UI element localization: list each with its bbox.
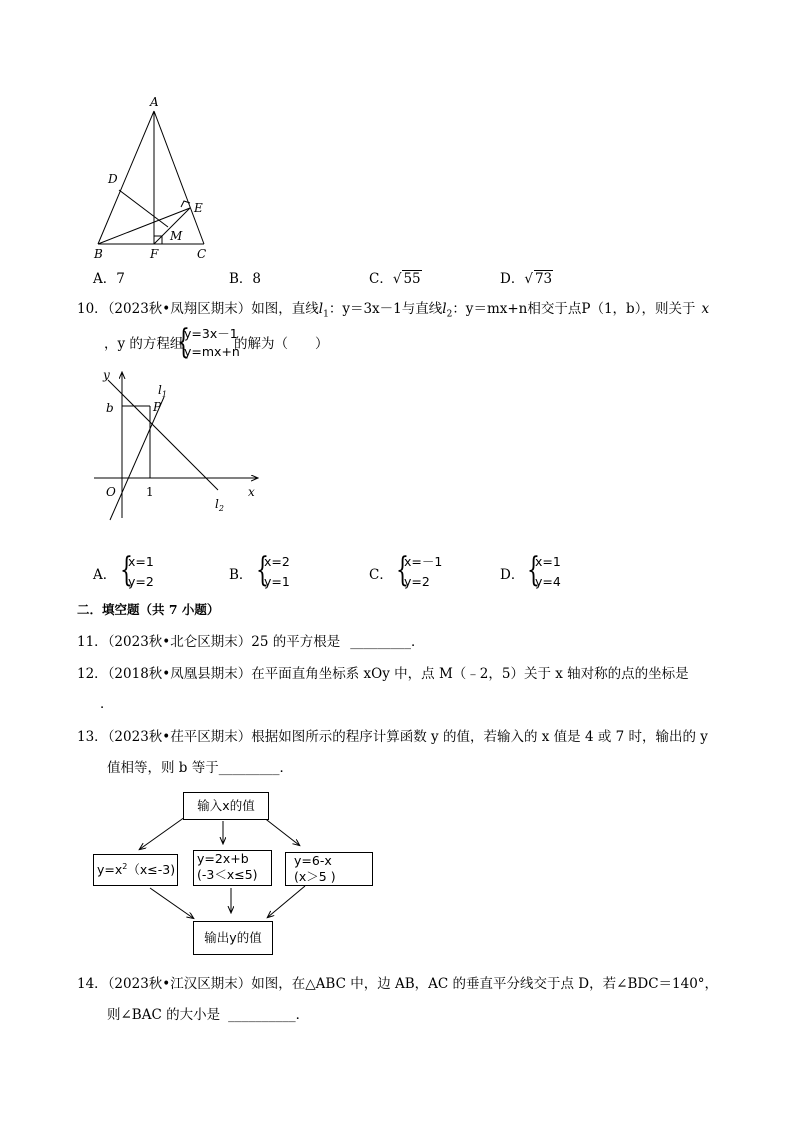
graph-label-p: P [153,400,162,414]
q10-equation-system: { y=3x－1 y=mx+n [177,322,240,362]
flow-branch-1: $y=x^2(x\le-3)$ [93,854,178,886]
option-letter: D． [500,271,525,287]
segment-de [119,190,168,227]
option-radicand: 55 [403,271,421,287]
option-letter: B． [229,271,253,287]
arrow-input-right [263,817,299,845]
q10-option-d[interactable]: D． { x=1 y=4 [500,553,610,593]
graph-label-o: O [106,485,116,499]
graph-label-b: b [106,401,114,415]
option-system: { x=1 y=4 [527,550,561,590]
q10-graph [90,363,270,523]
brace-icon: { [177,322,190,362]
label-a: A [150,95,159,109]
q9-option-b[interactable] [229,267,261,287]
q10-option-c[interactable]: C． { x=－1 y=2 [369,553,479,593]
flow-branch-2: y=2x+b (-3＜x≤5) [193,850,272,886]
sqrt-symbol: √ [524,271,533,287]
q11-line: 11．（2023秋•北仑区期末）25 的平方根是 _________． [77,634,425,650]
option-value: 8 [252,271,262,287]
side-ab [98,111,154,244]
section-heading: 二．填空题（共 7 小题） [77,602,220,617]
q10-option-a[interactable]: A． { x=1 y=2 [93,553,203,593]
option-system: { x=1 y=2 [120,550,154,590]
label-f: F [150,247,159,261]
graph-label-l2: $l_2$ [215,497,224,513]
q12-line2: ． [100,696,114,712]
q10-line1: 10．（2023秋•凤翔区期末）如图，直线$l_1$：y＝3x－1与直线$l_2$：y＝mx+n相交于点P（1，b），则关于 x [77,301,710,320]
graph-label-y: y [103,368,110,382]
flow-input-box: 输入x的值 [183,792,269,820]
brace-icon: { [527,550,540,590]
q13-blank[interactable]: _________ [218,760,280,776]
option-radicand: 73 [534,271,553,287]
graph-label-1: 1 [146,485,154,499]
label-c: C [197,247,207,261]
arrow-left-output [150,888,193,918]
q10-option-b[interactable]: B． { x=2 y=1 [229,553,339,593]
triangle-figure [85,92,220,264]
option-letter: A． [93,271,117,287]
label-e: E [194,201,203,215]
line-l1 [110,397,164,520]
q13-line1: 13．（2023秋•茌平区期末）根据如图所示的程序计算函数 y 的值，若输入的 x 值是 4 或 7 时，输出的 y [77,729,708,745]
flow-output-box: 输出y的值 [193,921,273,955]
arrow-input-left [140,817,185,849]
q10-source: （2023秋•凤翔区期末） [107,301,252,317]
label-d: D [108,172,118,186]
brace-icon: { [396,550,409,590]
q14-line2: 则∠BAC 的大小是 __________． [107,1007,310,1023]
q9-option-a[interactable] [93,267,125,287]
arrow-right-output [268,886,305,917]
q14-blank[interactable]: __________ [228,1007,296,1023]
brace-icon: { [256,550,269,590]
brace-icon: { [120,550,133,590]
side-ac [154,111,204,244]
q10-line2a: ，y 的方程组 [104,336,184,352]
label-b: B [94,247,103,261]
q12-line1: 12．（2018秋•凤凰县期末）在平面直角坐标系 xOy 中，点 M（﹣2，5）关于 x 轴对称的点的坐标是 [77,666,689,682]
q9-option-c[interactable] [369,267,422,287]
option-system: { x=2 y=1 [256,550,290,590]
label-m: M [170,229,183,243]
graph-label-l1: $l_1$ [158,383,167,399]
q11-blank[interactable]: _________ [350,634,411,650]
flow-branch-3: y=6-x (x＞5 ) [285,852,373,886]
q13-line2: 值相等，则 b 等于_________． [107,760,293,776]
q10-line2b: 的解为（ ） [234,336,329,352]
q10-number: 10． [77,301,108,317]
option-system: { x=－1 y=2 [396,550,443,590]
q14-line1: 14．（2023秋•江汉区期末）如图，在△ABC 中，边 AB，AC 的垂直平分线交于点 D，若∠BDC＝140°， [77,976,719,992]
option-letter: C． [369,271,393,287]
graph-label-x: x [248,485,255,499]
q9-option-d[interactable] [500,267,553,287]
option-value: 7 [116,271,125,287]
sqrt-symbol: √ [392,271,402,287]
